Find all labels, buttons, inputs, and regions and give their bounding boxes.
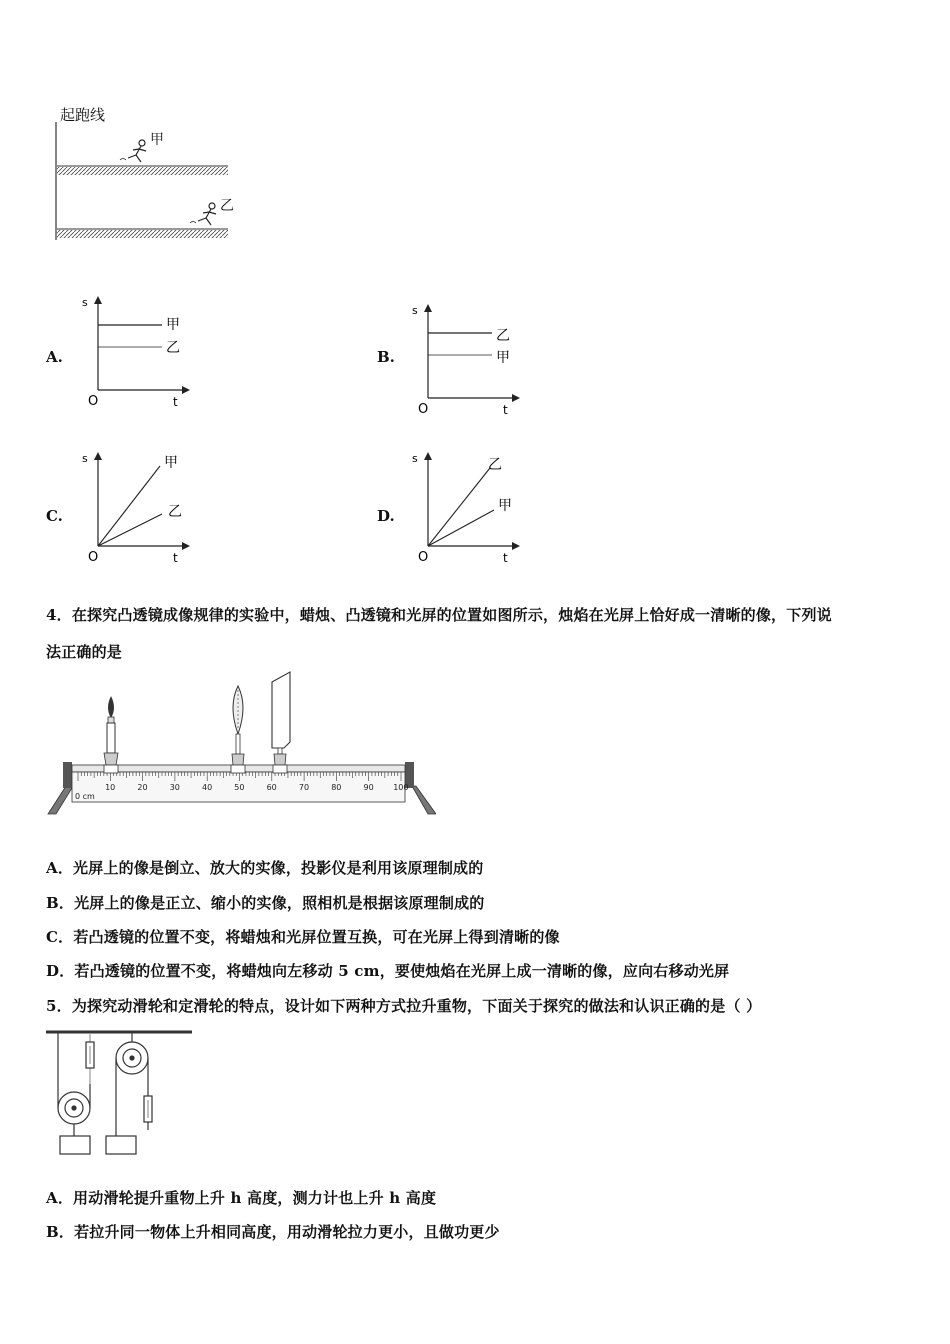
line-jia: [428, 510, 494, 546]
ruler-tick-label: 90: [363, 783, 374, 792]
curve-label-top: 甲: [166, 317, 180, 333]
curve-label-top: 乙: [488, 457, 502, 473]
curve-label-bottom: 甲: [498, 498, 512, 514]
graph-b: [408, 300, 528, 420]
axis-s-label: s: [412, 304, 418, 317]
light-screen-icon: [272, 672, 290, 773]
movable-pulley-icon: [58, 1032, 94, 1154]
curve-label-bottom: 乙: [166, 340, 180, 356]
axis-t-label: t: [173, 395, 178, 409]
runner-a-label: 甲: [150, 132, 164, 148]
graph-a: [78, 292, 198, 412]
q4-option-d[interactable]: D．若凸透镜的位置不变，将蜡烛向左移动 5 cm，要使烛焰在光屏上成一清晰的像，应向右移动光屏: [46, 962, 730, 980]
line-yi: [98, 514, 162, 546]
ruler-tick-label: 60: [266, 783, 277, 792]
convex-lens-icon: [231, 686, 245, 773]
q4-stem-line1: 4．在探究凸透镜成像规律的实验中，蜡烛、凸透镜和光屏的位置如图所示，烛焰在光屏上恰好成一清晰的像，下列说: [46, 606, 832, 624]
ruler-unit-label: 0 cm: [75, 792, 95, 801]
ruler-tick-label: 50: [234, 783, 245, 792]
q4-option-b[interactable]: B．光屏上的像是正立、缩小的实像，照相机是根据该原理制成的: [46, 894, 485, 912]
start-line-label: 起跑线: [60, 106, 106, 124]
ruler-tick-label: 80: [331, 783, 342, 792]
pulley-figure: [44, 1024, 194, 1158]
candle-icon: [104, 696, 118, 773]
curve-label-bottom: 乙: [168, 504, 182, 520]
graph-d: [408, 448, 528, 568]
ruler-tick-label: 10: [105, 783, 116, 792]
origin-label: O: [418, 550, 429, 565]
option-d-letter[interactable]: D.: [377, 507, 395, 525]
axis-t-label: t: [503, 551, 508, 565]
q5-option-a[interactable]: A．用动滑轮提升重物上升 h 高度，测力计也上升 h 高度: [46, 1189, 437, 1207]
ruler-tick-label: 100: [393, 783, 409, 792]
origin-label: O: [418, 402, 429, 417]
axis-s-label: s: [82, 296, 88, 309]
runner-a-icon: [120, 140, 146, 162]
line-yi: [428, 468, 490, 546]
ruler-tick-label: 40: [202, 783, 213, 792]
ruler-tick-label: 20: [137, 783, 148, 792]
ruler-tick-label: 70: [298, 783, 310, 792]
curve-label-top: 甲: [164, 455, 178, 471]
q4-option-a[interactable]: A．光屏上的像是倒立、放大的实像，投影仪是利用该原理制成的: [46, 859, 484, 877]
option-c-letter[interactable]: C.: [46, 507, 63, 525]
curve-label-top: 乙: [496, 328, 510, 344]
q5-option-b[interactable]: B．若拉升同一物体上升相同高度，用动滑轮拉力更小，且做功更少: [46, 1223, 500, 1241]
axis-s-label: s: [412, 452, 418, 465]
axis-s-label: s: [82, 452, 88, 465]
curve-label-bottom: 甲: [496, 350, 510, 366]
q4-stem-line2: 法正确的是: [46, 643, 123, 661]
q5-stem: 5．为探究动滑轮和定滑轮的特点，设计如下两种方式拉升重物，下面关于探究的做法和认识正确的是（ ）: [46, 997, 762, 1015]
track-figure: [50, 100, 250, 245]
axis-t-label: t: [503, 403, 508, 417]
runner-b-label: 乙: [220, 198, 234, 214]
origin-label: O: [88, 394, 99, 409]
option-a-letter[interactable]: A.: [46, 348, 63, 366]
q4-option-c[interactable]: C．若凸透镜的位置不变，将蜡烛和光屏位置互换，可在光屏上得到清晰的像: [46, 928, 560, 946]
line-jia: [98, 466, 160, 546]
graph-c: [78, 448, 198, 568]
runner-b-icon: [190, 203, 216, 225]
optical-bench-figure: [44, 668, 436, 820]
fixed-pulley-icon: [106, 1032, 152, 1154]
ruler-tick-label: 30: [169, 783, 180, 792]
origin-label: O: [88, 550, 99, 565]
axis-t-label: t: [173, 551, 178, 565]
option-b-letter[interactable]: B.: [377, 348, 395, 366]
